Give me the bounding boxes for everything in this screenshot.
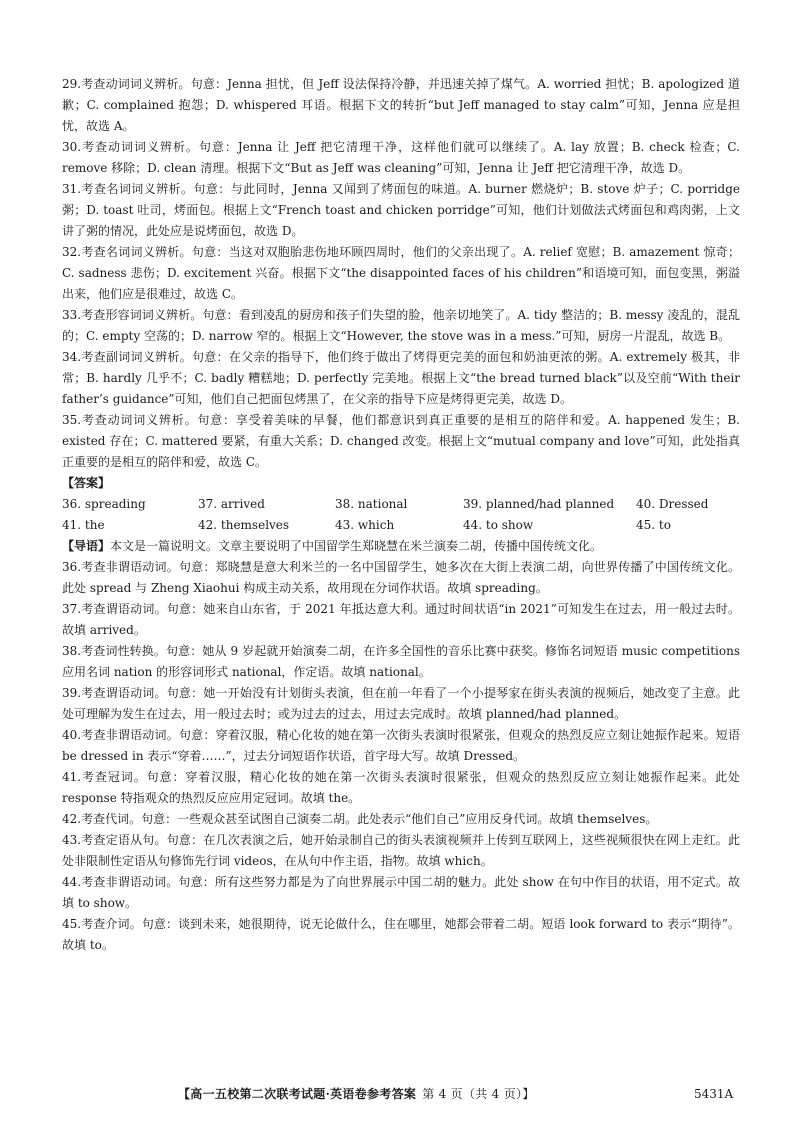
footer-title: 【高一五校第二次联考试题·英语卷参考答案 第 4 页（共 4 页）】 (178, 1087, 535, 1101)
answer-cell: 37. arrived (198, 497, 265, 511)
explanation-item: 34.考查副词词义辨析。句意：在父亲的指导下，他们终于做出了烤得更完美的面包和奶油更浓的粥。A. extremely 极其，非常；B. hardly 几乎不；C. badly 糟糕地；D. perfectly 完美地。根据上文“the bread turned black”以及空前“With their father’s guidance”可知，他们自己把面包烤黑了，在父亲的指导下应是烤得更完美，故选 D。 (62, 350, 740, 406)
footer-code: 5431A (694, 1087, 734, 1101)
answer-cell: 38. national (335, 497, 408, 511)
explanation-item: 32.考查名词词义辨析。句意：当这对双胞胎悲伤地环顾四周时，他们的父亲出现了。A. relief 宽慰；B. amazement 惊奇；C. sadness 悲伤；D. excitement 兴奋。根据下文“the disappointed faces of his children”和语境可知，面包变黑，粥溢出来，他们应是很难过，故选 C。 (62, 245, 740, 301)
explanation-item: 31.考查名词词义辨析。句意：与此同时，Jenna 又闻到了烤面包的味道。A. burner 燃烧炉；B. stove 炉子；C. porridge 粥；D. toast 吐司，烤面包。根据上文“French toast and chicken porridge”可知，他们计划做法式烤面包和鸡肉粥，上文讲了粥的情况，此处应是说烤面包，故选 D。 (62, 182, 740, 238)
answer-cell: 42. themselves (198, 518, 290, 532)
answer-cell: 41. the (62, 518, 105, 532)
answer-cell: 44. to show (463, 518, 534, 532)
explanation-item: 45.考查介词。句意：谈到未来，她很期待，说无论做什么，住在哪里，她都会带着二胡。短语 look forward to 表示“期待”。故填 to。 (62, 917, 740, 952)
guide-text: 本文是一篇说明文。文章主要说明了中国留学生郑晓慧在米兰演奏二胡，传播中国传统文化。 (110, 539, 603, 553)
explanation-item: 38.考查词性转换。句意：她从 9 岁起就开始演奏二胡，在许多全国性的音乐比赛中获奖。修饰名词短语 music competitions 应用名词 nation 的形容词形式 national，作定语。故填 national。 (62, 644, 740, 679)
answer-heading: 【答案】 (62, 476, 111, 490)
explanation-item: 33.考查形容词词义辨析。句意：看到凌乱的厨房和孩子们失望的脸，他亲切地笑了。A. tidy 整洁的；B. messy 凌乱的，混乱的；C. empty 空荡的；D. narrow 窄的。根据上文“However, the stove was in a mess.”可知，厨房一片混乱，故选 B。 (62, 308, 740, 343)
explanation-item: 41.考查冠词。句意：穿着汉服，精心化妆的她在第一次街头表演时很紧张，但观众的热烈反应立刻让她振作起来。此处 response 特指观众的热烈反应应用定冠词。故填 the。 (62, 770, 740, 805)
explanation-item: 43.考查定语从句。句意：在几次表演之后，她开始录制自己的街头表演视频并上传到互联网上，这些视频很快在网上走红。此处非限制性定语从句修饰先行词 videos，在从句中作主语，指物。故填 which。 (62, 833, 740, 868)
answer-cell: 40. Dressed (636, 497, 709, 511)
explanation-item: 30.考查动词词义辨析。句意：Jenna 让 Jeff 把它清理干净，这样他们就可以继续了。A. lay 放置；B. check 检查；C. remove 移除；D. clean 清理。根据下文“But as Jeff was cleaning”可知，Jenna 让 Jeff 把它清理干净，故选 D。 (62, 140, 740, 175)
answer-cell: 43. which (335, 518, 395, 532)
guide-paragraph (62, 536, 740, 557)
explanations-part2 (62, 557, 740, 956)
footer-page-number: 第 4 页（共 4 页）】 (422, 1087, 535, 1101)
explanation-item: 42.考查代词。句意：一些观众甚至试图自己演奏二胡。此处表示“他们自己”应用反身代词。故填 themselves。 (62, 812, 658, 826)
answer-cell: 39. planned/had planned (463, 497, 615, 511)
guide-tag: 【导语】 (62, 539, 111, 553)
answer-content (62, 74, 740, 956)
explanations-part1 (62, 74, 740, 473)
explanation-item: 35.考查动词词义辨析。句意：享受着美味的早餐，他们都意识到真正重要的是相互的陪伴和爱。A. happened 发生；B. existed 存在；C. mattered 要紧，有重大关系；D. changed 改变。根据上文“mutual company and love”可知，此处指真正重要的是相互的陪伴和爱，故选 C。 (62, 413, 740, 469)
explanation-item: 37.考查谓语动词。句意：她来自山东省，于 2021 年抵达意大利。通过时间状语“in 2021”可知发生在过去，用一般过去时。故填 arrived。 (62, 602, 740, 637)
answer-grid (62, 494, 740, 536)
answer-cell: 36. spreading (62, 497, 146, 511)
explanation-item: 29.考查动词词义辨析。句意：Jenna 担忧，但 Jeff 设法保持冷静，并迅速关掉了煤气。A. worried 担忧；B. apologized 道歉；C. complained 抱怨；D. whispered 耳语。根据下文的转折“but Jeff managed to stay calm”可知，Jenna 应是担忧，故选 A。 (62, 77, 740, 133)
explanation-item: 36.考查非谓语动词。句意：郑晓慧是意大利米兰的一名中国留学生，她多次在大街上表演二胡，向世界传播了中国传统文化。此处 spread 与 Zheng Xiaohui 构成主动关系，故用现在分词作状语。故填 spreading。 (62, 560, 740, 595)
answer-cell: 45. to (636, 518, 671, 532)
explanation-item: 44.考查非谓语动词。句意：所有这些努力都是为了向世界展示中国二胡的魅力。此处 show 在句中作目的状语，用不定式。故填 to show。 (62, 875, 740, 910)
explanation-item: 39.考查谓语动词。句意：她一开始没有计划街头表演，但在前一年看了一个小提琴家在街头表演的视频后，她改变了主意。此处可理解为发生在过去，用一般过去时；或为过去的过去，用过去完成时。故填 planned/had planned。 (62, 686, 740, 721)
explanation-item: 40.考查非谓语动词。句意：穿着汉服，精心化妆的她在第一次街头表演时很紧张，但观众的热烈反应立刻让她振作起来。短语 be dressed in 表示“穿着……”，过去分词短语作状语，首字母大写。故填 Dressed。 (62, 728, 740, 763)
